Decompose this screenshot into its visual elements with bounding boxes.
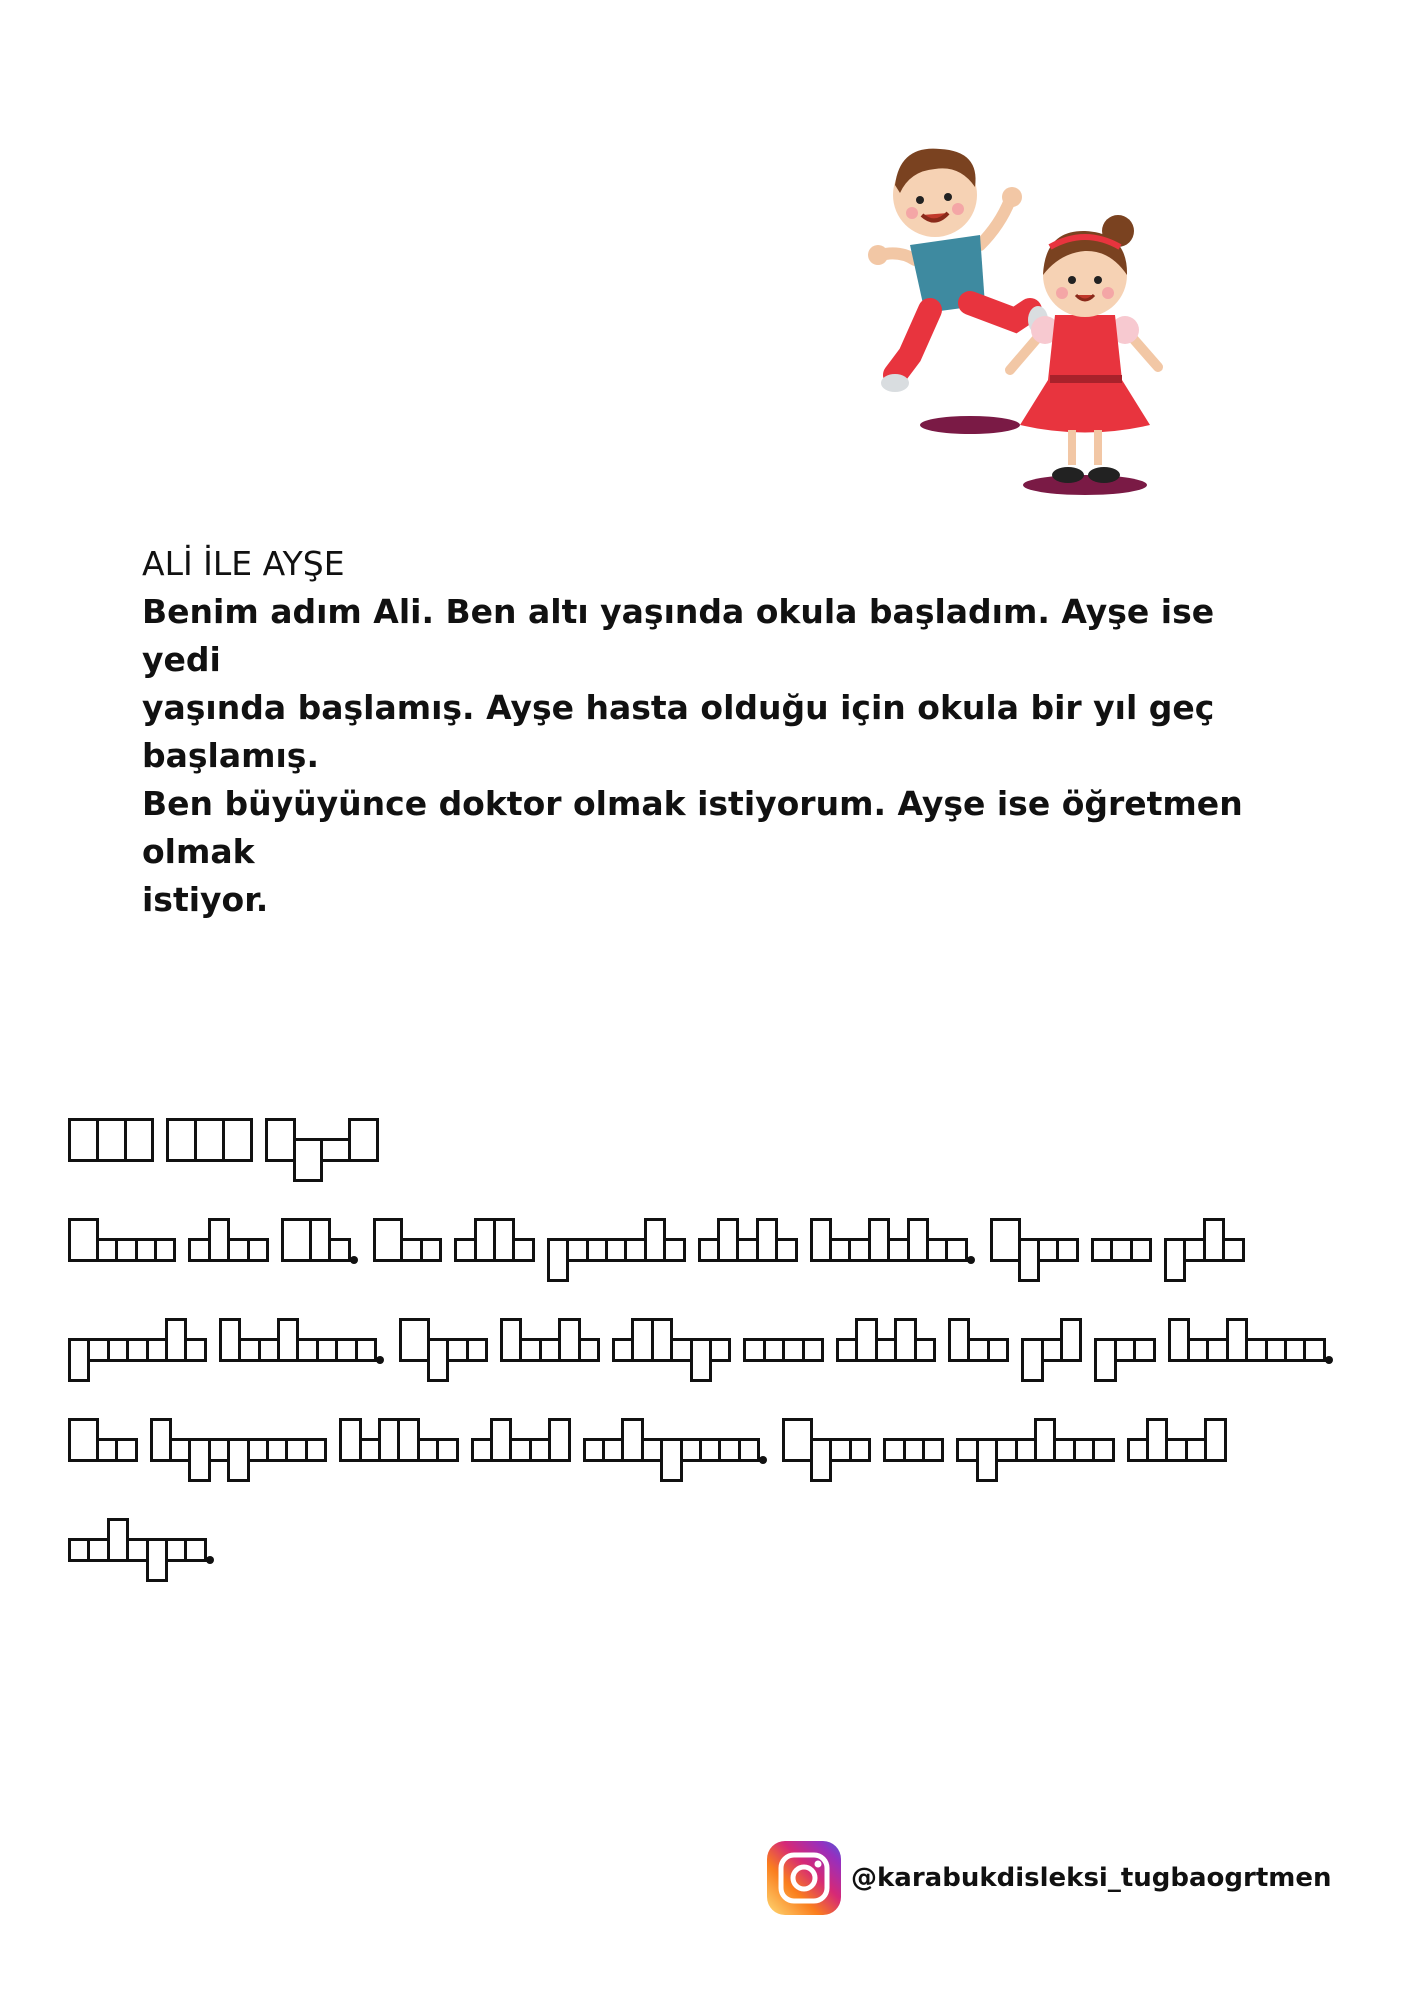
letter-box	[1130, 1238, 1152, 1262]
letter-box	[922, 1438, 944, 1462]
punctuation-dot	[967, 1256, 975, 1264]
letter-box	[1204, 1418, 1226, 1462]
word-shape	[547, 1218, 686, 1264]
word-shape	[743, 1318, 824, 1364]
word-shape	[698, 1218, 798, 1264]
letter-box	[96, 1118, 127, 1162]
word-shape	[68, 1518, 217, 1564]
letter-box	[775, 1238, 797, 1262]
word-shape	[782, 1418, 871, 1464]
word-shape	[1127, 1418, 1227, 1464]
letter-box	[548, 1418, 570, 1462]
word-shape	[1094, 1318, 1155, 1364]
letter-box	[1222, 1238, 1244, 1262]
letter-box	[1303, 1338, 1325, 1362]
letter-box	[293, 1138, 324, 1182]
letter-box	[663, 1238, 685, 1262]
letter-box	[247, 1238, 269, 1262]
punctuation-dot	[1325, 1356, 1333, 1364]
word-shape	[990, 1218, 1079, 1264]
girl-figure	[1010, 215, 1158, 483]
letter-box	[265, 1118, 296, 1162]
letter-box	[738, 1438, 760, 1462]
punctuation-dot	[206, 1556, 214, 1564]
letter-box	[1056, 1238, 1078, 1262]
word-shape	[68, 1118, 154, 1164]
letter-box	[1133, 1338, 1155, 1362]
letter-box	[1092, 1438, 1114, 1462]
letter-box	[154, 1238, 176, 1262]
word-shape	[612, 1318, 731, 1364]
story-title: ALİ İLE AYŞE	[142, 544, 345, 583]
letter-box	[466, 1338, 488, 1362]
letter-box	[373, 1218, 404, 1262]
letter-box	[1060, 1318, 1082, 1362]
letter-box	[124, 1118, 155, 1162]
word-shape	[948, 1318, 1009, 1364]
letter-box	[115, 1438, 137, 1462]
instagram-handle: @karabukdisleksi_tugbaogrtmen	[851, 1863, 1332, 1893]
word-shape	[399, 1318, 488, 1364]
shape-line	[68, 1118, 1368, 1218]
word-shape	[219, 1318, 387, 1364]
punctuation-dot	[376, 1356, 384, 1364]
word-shape	[339, 1418, 458, 1464]
story-line-1: Benim adım Ali. Ben altı yaşında okula başladım. Ayşe ise yedi	[142, 592, 1215, 679]
word-shape	[166, 1118, 252, 1164]
word-shape	[956, 1418, 1114, 1464]
letter-box	[990, 1218, 1021, 1262]
letter-box	[328, 1238, 350, 1262]
shape-line	[68, 1418, 1368, 1518]
letter-box	[68, 1418, 99, 1462]
punctuation-dot	[350, 1256, 358, 1264]
letter-box	[68, 1118, 99, 1162]
word-shape	[836, 1318, 936, 1364]
letter-box	[399, 1318, 430, 1362]
word-shape-exercise	[68, 1118, 1368, 1618]
children-illustration	[840, 135, 1180, 505]
letter-box	[945, 1238, 967, 1262]
word-shape	[454, 1218, 535, 1264]
story-line-4: istiyor.	[142, 880, 269, 919]
letter-box	[194, 1118, 225, 1162]
letter-box	[222, 1118, 253, 1162]
shape-line	[68, 1518, 1368, 1618]
word-shape	[810, 1218, 978, 1264]
letter-box	[320, 1138, 351, 1162]
letter-box	[578, 1338, 600, 1362]
letter-box	[184, 1538, 206, 1562]
word-shape	[1091, 1218, 1152, 1264]
letter-box	[782, 1418, 813, 1462]
letter-box	[184, 1338, 206, 1362]
letter-box	[355, 1338, 377, 1362]
letter-box	[709, 1338, 731, 1362]
word-shape	[1164, 1218, 1245, 1264]
word-shape	[68, 1318, 207, 1364]
shape-line	[68, 1318, 1368, 1418]
shape-line	[68, 1218, 1368, 1318]
word-shape	[1021, 1318, 1082, 1364]
letter-box	[348, 1118, 379, 1162]
letter-box	[281, 1218, 312, 1262]
letter-box	[512, 1238, 534, 1262]
letter-box	[68, 1218, 99, 1262]
letter-box	[420, 1238, 442, 1262]
letter-box	[436, 1438, 458, 1462]
word-shape	[1168, 1318, 1336, 1364]
letter-box	[849, 1438, 871, 1462]
word-shape	[373, 1218, 443, 1264]
letter-box	[987, 1338, 1009, 1362]
letter-box	[914, 1338, 936, 1362]
letter-box	[166, 1118, 197, 1162]
word-shape	[471, 1418, 571, 1464]
word-shape	[265, 1118, 379, 1164]
story-line-2: yaşında başlamış. Ayşe hasta olduğu için okula bir yıl geç başlamış.	[142, 688, 1215, 775]
word-shape	[150, 1418, 328, 1464]
instagram-icon	[765, 1839, 843, 1917]
word-shape	[883, 1418, 944, 1464]
letter-box	[802, 1338, 824, 1362]
word-shape	[583, 1418, 771, 1464]
story-text	[142, 540, 1292, 924]
word-shape	[68, 1218, 176, 1264]
footer	[765, 1838, 1332, 1918]
punctuation-dot	[759, 1456, 767, 1464]
story-line-3: Ben büyüyünce doktor olmak istiyorum. Ayşe ise öğretmen olmak	[142, 784, 1243, 871]
word-shape	[281, 1218, 361, 1264]
letter-box	[305, 1438, 327, 1462]
word-shape	[500, 1318, 600, 1364]
word-shape	[68, 1418, 138, 1464]
word-shape	[188, 1218, 269, 1264]
